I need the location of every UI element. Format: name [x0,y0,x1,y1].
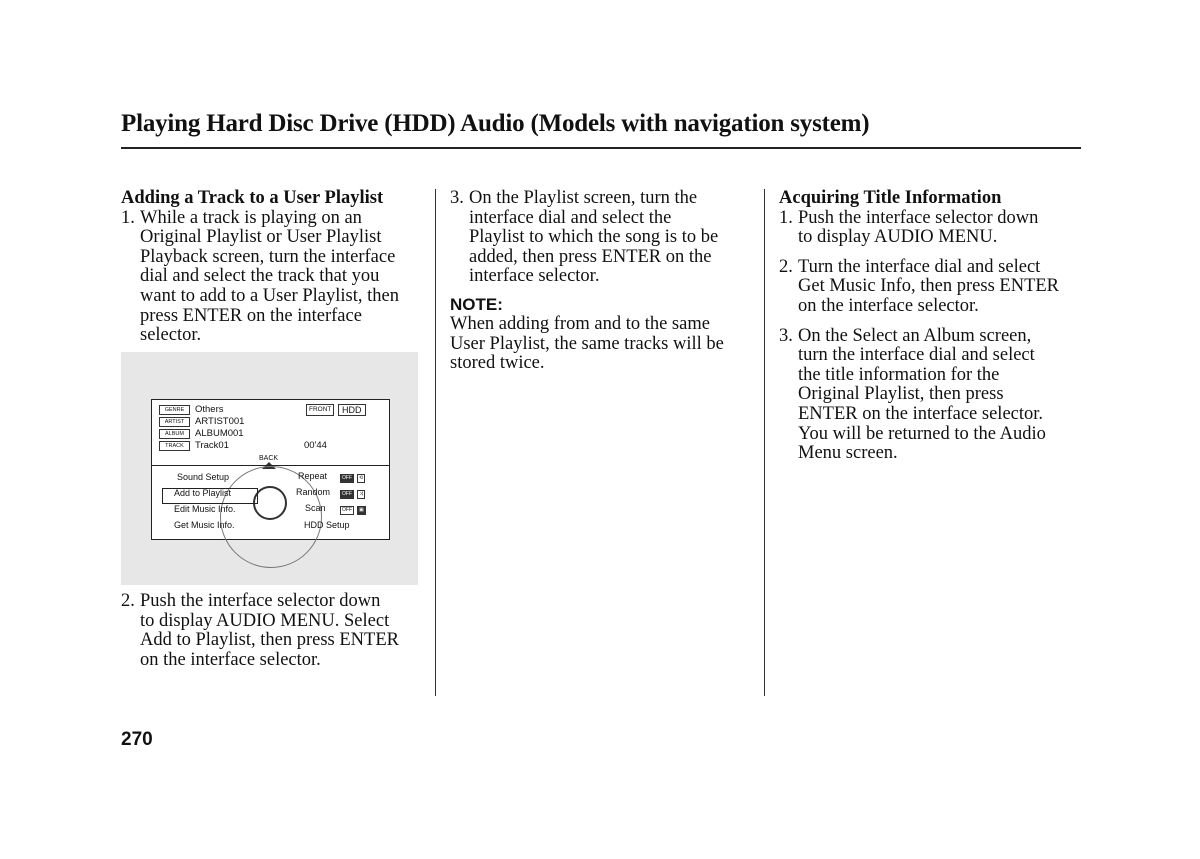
menu-item-sound-setup[interactable]: Sound Setup [177,472,230,482]
genre-tag: GENRE [159,405,190,415]
column-left-lower [121,592,421,670]
random-off-badge: OFF [342,491,352,497]
step-number: 1. [121,207,135,228]
genre-value: Others [195,404,224,415]
back-label: BACK [259,455,279,462]
column-middle [450,189,750,374]
track-value: Track01 [195,440,229,451]
genre-row [159,404,224,415]
scan-off-badge: OFF [342,507,352,513]
column-divider [764,189,765,696]
page-title: Playing Hard Disc Drive (HDD) Audio (Models with navigation system) [121,110,870,137]
menu-item-scan[interactable]: Scan [305,503,326,513]
menu-item-repeat[interactable]: Repeat [298,471,328,481]
step-3 [779,327,1084,464]
step-text: On the Select an Album screen, turn the interface dial and select the title information for the Original Playlist, then press ENTER on the interface selector. You will be returned to the Audio Menu screen. [798,325,1046,464]
menu-item-random[interactable]: Random [296,487,331,497]
step-number: 3. [779,325,793,346]
step-number: 2. [121,591,135,611]
step-text: On the Playlist screen, turn the interface dial and select the Playlist to which the song is to be added, then press ENTER on the interface selector. [469,188,719,287]
step-2 [779,258,1084,317]
column-left [121,189,421,346]
step-3 [450,189,750,287]
section-heading-add-track: Adding a Track to a User Playlist [121,188,384,208]
dial-knob-icon [253,486,287,520]
menu-item-edit-music-info[interactable]: Edit Music Info. [174,504,236,514]
step-text: Turn the interface dial and select Get Music Info, then press ENTER on the interface selector. [798,256,1060,316]
front-badge: FRONT [306,404,334,416]
scan-icon: ▣ [359,507,364,513]
random-icon: ⤨ [359,491,364,497]
album-value: ALBUM001 [195,428,244,439]
note-body: When adding from and to the same User Playlist, the same tracks will be stored twice. [450,313,724,374]
album-row [159,428,244,439]
step-text: Push the interface selector down to display AUDIO MENU. [798,207,1039,248]
menu-item-add-to-playlist[interactable]: Add to Playlist [174,488,232,498]
note-heading: NOTE: [450,294,503,314]
artist-row [159,416,244,427]
album-tag: ALBUM [159,429,190,439]
elapsed-time: 00'44 [304,440,327,451]
step-2 [121,592,421,670]
section-heading-acquiring-title: Acquiring Title Information [779,188,1002,208]
audio-menu-screen [151,399,390,540]
hdd-source-badge: HDD [338,404,366,416]
artist-value: ARTIST001 [195,416,245,427]
step-text: While a track is playing on an Original Playlist or User Playlist Playback screen, turn the interface dial and select the track that you want to add to a User Playlist, then press ENTER on the interface selector. [140,207,399,346]
audio-menu-figure [121,352,418,585]
track-tag: TRACK [159,441,190,451]
artist-tag: ARTIST [159,417,190,427]
track-row [159,440,229,451]
repeat-off-badge: OFF [342,475,352,481]
page-number: 270 [121,729,153,750]
step-number: 2. [779,256,793,277]
step-number: 1. [779,207,793,228]
menu-item-get-music-info[interactable]: Get Music Info. [174,520,235,530]
step-text: Push the interface selector down to display AUDIO MENU. Select Add to Playlist, then press ENTER on the interface selector. [140,591,399,670]
repeat-icon: ⟲ [359,475,364,481]
menu-item-hdd-setup[interactable]: HDD Setup [304,520,350,530]
column-divider [435,189,436,696]
step-1 [121,209,421,346]
column-right [779,189,1084,464]
title-rule [121,147,1081,149]
step-number: 3. [450,188,464,208]
step-1 [779,209,1084,248]
